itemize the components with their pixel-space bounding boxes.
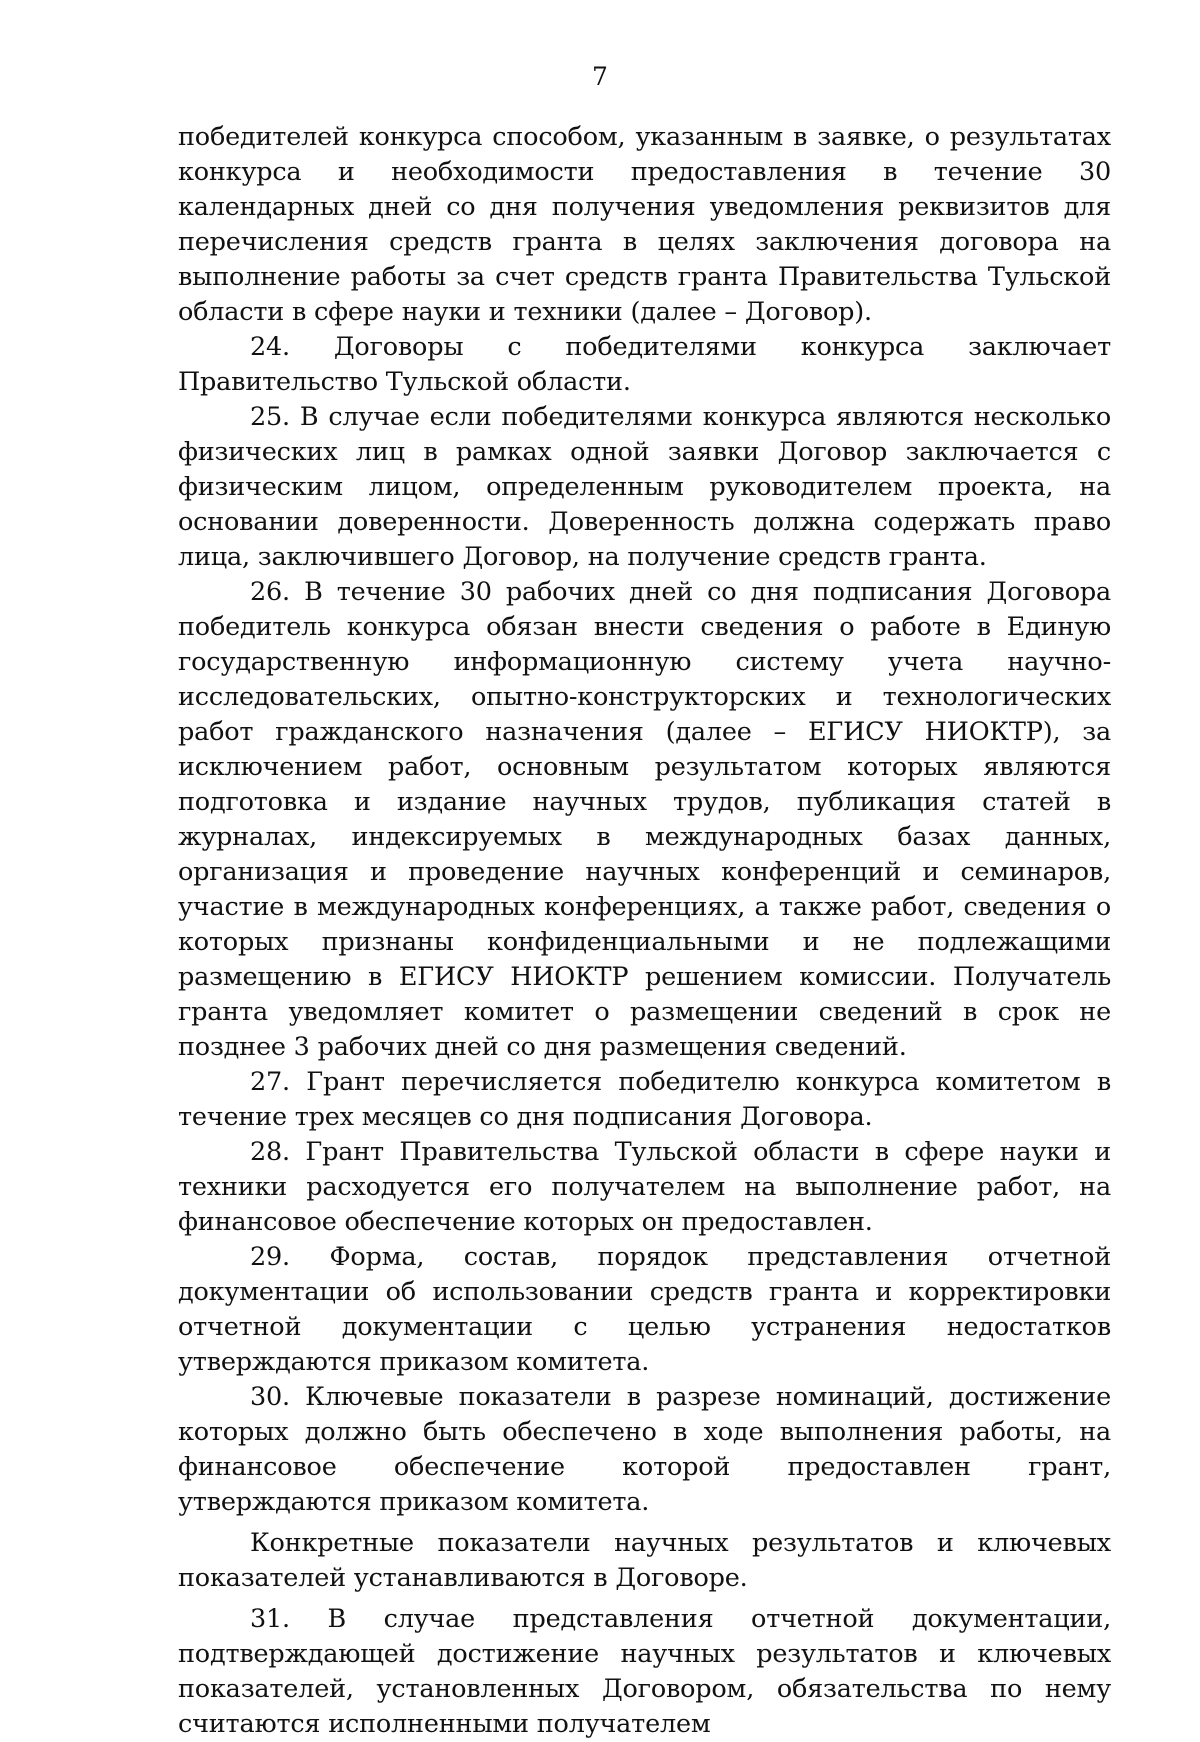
paragraph-item-28: 28. Грант Правительства Тульской области в сфере науки и техники расходуется его получателем на выполнение работ, на финансовое обеспечение которых он предоставлен. xyxy=(178,1137,1111,1237)
paragraph-item-25: 25. В случае если победителями конкурса являются несколько физических лиц в рамках одной заявки Договор заключается с физическим лицом, определенным руководителем проекта, на основании доверенности. Доверенность должна содержать право лица, заключившего Договор, на получение средств гранта. xyxy=(178,402,1111,572)
paragraph-item-27: 27. Грант перечисляется победителю конкурса комитетом в течение трех месяцев со дня подписания Договора. xyxy=(178,1067,1111,1132)
paragraph-specific-indicators: Конкретные показатели научных результатов и ключевых показателей устанавливаются в Договоре. xyxy=(178,1528,1111,1593)
paragraph-item-31: 31. В случае представления отчетной документации, подтверждающей достижение научных результатов и ключевых показателей, установленных Договором, обязательства по нему считаются исполненными получателем xyxy=(178,1604,1111,1739)
document-body xyxy=(178,120,1111,1742)
page-number: 7 xyxy=(592,62,608,91)
paragraph-item-26: 26. В течение 30 рабочих дней со дня подписания Договора победитель конкурса обязан внести сведения о работе в Единую государственную информационную систему учета научно-исследовательских, опытно-конструкторских и технологических работ гражданского назначения (далее – ЕГИСУ НИОКТР), за исключением работ, основным результатом которых являются подготовка и издание научных трудов, публикация статей в журналах, индексируемых в международных базах данных, организация и проведение научных конференций и семинаров, участие в международных конференциях, а также работ, сведения о которых признаны конфиденциальными и не подлежащими размещению в ЕГИСУ НИОКТР решением комиссии. Получатель гранта уведомляет комитет о размещении сведений в срок не позднее 3 рабочих дней со дня размещения сведений. xyxy=(178,577,1111,1062)
paragraph-item-30: 30. Ключевые показатели в разрезе номинаций, достижение которых должно быть обеспечено в ходе выполнения работы, на финансовое обеспечение которой предоставлен грант, утверждаются приказом комитета. xyxy=(178,1382,1111,1517)
paragraph-item-24: 24. Договоры с победителями конкурса заключает Правительство Тульской области. xyxy=(178,332,1111,397)
paragraph-item-29: 29. Форма, состав, порядок представления отчетной документации об использовании средств гранта и корректировки отчетной документации с целью устранения недостатков утверждаются приказом комитета. xyxy=(178,1242,1111,1377)
paragraph-continuation: победителей конкурса способом, указанным в заявке, о результатах конкурса и необходимости предоставления в течение 30 календарных дней со дня получения уведомления реквизитов для перечисления средств гранта в целях заключения договора на выполнение работы за счет средств гранта Правительства Тульской области в сфере науки и техники (далее – Договор). xyxy=(178,122,1111,327)
